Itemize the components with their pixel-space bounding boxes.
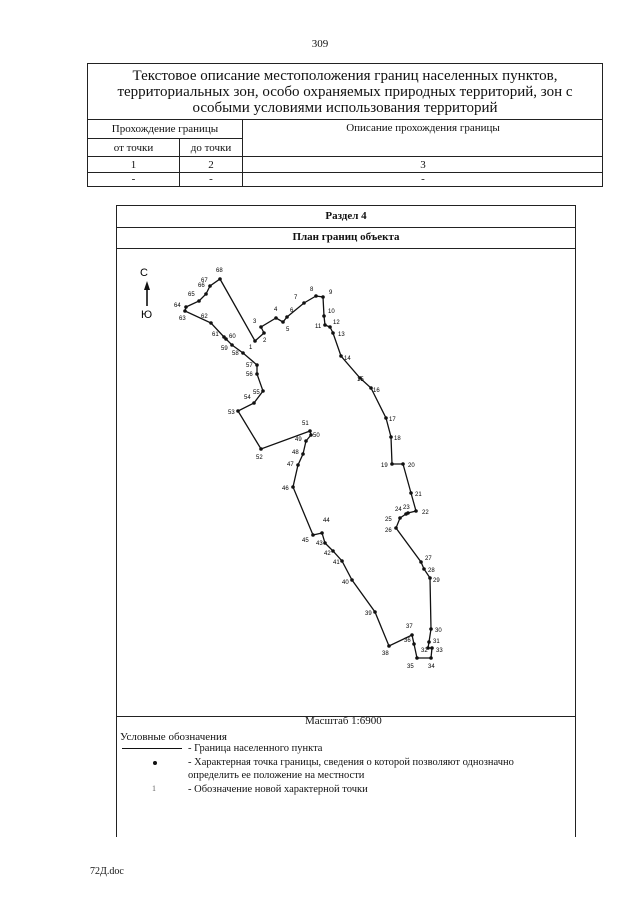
boundary-point-label: 24 [395,507,402,513]
boundary-point-label: 50 [313,433,320,439]
boundary-point [262,331,266,335]
boundary-point [419,560,423,564]
boundary-point-label: 1 [249,345,253,351]
boundary-point-label: 14 [344,356,351,362]
table-title-line: территориальных зон, особо охраняемых природных территорий, зон с [117,84,573,100]
boundary-point-label: 33 [436,648,443,654]
boundary-point [281,320,285,324]
boundary-point-label: 34 [428,664,435,670]
boundary-point [415,656,419,660]
boundary-point [429,627,433,631]
boundary-point [285,315,289,319]
boundary-point-label: 12 [333,320,340,326]
boundary-point-label: 4 [274,307,278,313]
boundary-point [373,610,377,614]
boundary-point-label: 65 [188,292,195,298]
boundary-point-label: 32 [421,648,428,654]
boundary-point-label: 40 [342,580,349,586]
boundary-point-label: 10 [328,309,335,315]
boundary-point-label: 6 [290,308,294,314]
table-title-line: Текстовое описание местоположения границ населенных пунктов, [132,68,558,84]
boundary-point-label: 15 [357,377,364,383]
boundary-point [321,295,325,299]
boundary-point-label: 2 [263,338,267,344]
boundary-point-label: 18 [394,436,401,442]
legend-title: Условные обозначения [120,731,227,743]
boundary-point-label: 36 [404,638,411,644]
boundary-point-label: 59 [221,346,228,352]
boundary-point-label: 61 [212,332,219,338]
boundary-point-label: 28 [428,568,435,574]
legend-item-boundary: - Граница населенного пункта [188,743,323,754]
boundary-point-label: 43 [316,541,323,547]
boundary-point [412,642,416,646]
legend-item-point: - Характерная точка границы, сведения о которой позволяют однозначно определить ее положение на местности [188,757,514,781]
boundary-point [208,284,212,288]
boundary-point [183,309,187,313]
boundary-point [301,452,305,456]
boundary-point [430,646,434,650]
boundary-point [302,301,306,305]
boundary-point-label: 52 [256,455,263,461]
boundary-point [259,325,263,329]
boundary-point [427,640,431,644]
boundary-point-label: 55 [253,390,260,396]
scale-label: Масштаб 1:6900 [305,715,382,727]
boundary-point [404,512,408,516]
boundary-point [304,439,308,443]
boundary-point [261,389,265,393]
boundary-point-label: 49 [295,437,302,443]
compass [140,267,152,321]
boundary-point-label: 30 [435,628,442,634]
boundary-point-label: 8 [310,287,314,293]
boundary-point-label: 23 [403,505,410,511]
boundary-point-label: 38 [382,651,389,657]
footer-filename: 72Д.doc [90,866,124,877]
boundary-point [308,429,312,433]
boundary-point-label: 21 [415,492,422,498]
boundary-point [328,325,332,329]
boundary-point [429,656,433,660]
boundary-point-label: 5 [286,327,290,333]
boundary-points [183,277,434,660]
boundary-point [414,509,418,513]
boundary-point-label: 66 [198,283,205,289]
legend-dot-symbol [153,761,157,765]
boundary-point [428,576,432,580]
boundary-point [410,633,414,637]
boundary-point [222,335,226,339]
boundary-point-label: 64 [174,303,181,309]
boundary-point [296,463,300,467]
table-cell: - [88,173,180,186]
boundary-point [422,567,426,571]
boundary-point [401,462,405,466]
boundary-point-label: 58 [232,351,239,357]
compass-arrow-head [144,281,150,290]
column-number: 3 [243,157,603,173]
boundary-point-label: 54 [244,395,251,401]
boundary-point [259,447,263,451]
boundary-point [291,485,295,489]
column-number: 2 [180,157,243,173]
boundary-point [252,401,256,405]
boundary-point-label: 57 [246,363,253,369]
boundary-point-label: 37 [406,624,413,630]
boundary-point-label: 56 [246,372,253,378]
boundary-point [340,559,344,563]
boundary-point [274,316,278,320]
header-from-point: от точки [88,139,180,157]
table-title-line: особыми условиями использования территорий [192,100,498,116]
boundary-point-label: 42 [324,551,331,557]
boundary-point-label: 9 [329,290,333,296]
boundary-point [339,354,343,358]
boundary-point-label: 20 [408,463,415,469]
boundary-point-label: 17 [389,417,396,423]
table-cell: - [421,173,425,185]
boundary-point-label: 48 [292,450,299,456]
boundary-point-label: 3 [253,319,257,325]
boundary-point-label: 29 [433,578,440,584]
boundary-point-label: 19 [381,463,388,469]
boundary-point-label: 53 [228,410,235,416]
legend-line-symbol [122,748,182,749]
boundary-point-label: 11 [315,324,322,330]
boundary-point-label: 44 [323,518,330,524]
boundary-point-label: 22 [422,510,429,516]
boundary-point [197,299,201,303]
boundary-point [394,526,398,530]
boundary-point-label: 45 [302,538,309,544]
boundary-point [314,294,318,298]
boundary-point-label: 39 [365,611,372,617]
page-number: 309 [311,38,329,50]
boundary-point-label: 13 [338,332,345,338]
boundary-point [241,351,245,355]
boundary-point [350,578,354,582]
boundary-point-label: 41 [333,560,340,566]
boundary-point [398,516,402,520]
boundary-point-labels [174,268,443,670]
boundary-point-label: 7 [294,295,298,301]
boundary-point-label: 25 [385,517,392,523]
boundary-point [323,323,327,327]
boundary-point [389,435,393,439]
boundary-point [209,321,213,325]
boundary-point-label: 31 [433,639,440,645]
boundary-point-label: 63 [179,316,186,322]
header-boundary-description: Описание прохождения границы [243,120,603,157]
boundary-point [390,462,394,466]
compass-north-label: С [140,267,148,279]
boundary-point [387,644,391,648]
boundary-point [320,531,324,535]
boundary-point-label: 16 [373,388,380,394]
boundary-point [255,372,259,376]
table-cell: - [180,173,243,186]
boundary-point [204,292,208,296]
boundary-point [236,409,240,413]
boundary-point-label: 68 [216,268,223,274]
boundary-point [230,343,234,347]
boundary-point [322,314,326,318]
boundary-point-label: 62 [201,314,208,320]
section-title: Раздел 4 [117,206,575,228]
boundary-point-label: 26 [385,528,392,534]
frame-border [116,717,117,837]
legend-item-new-point: - Обозначение новой характерной точки [188,784,368,795]
header-boundary-passage: Прохождение границы [88,120,243,139]
frame-border [575,717,576,837]
boundary-point-label: 60 [229,334,236,340]
boundary-point [218,277,222,281]
header-to-point: до точки [180,139,243,157]
boundary-point [323,541,327,545]
boundary-point [184,305,188,309]
boundary-point [311,533,315,537]
boundary-point-label: 47 [287,462,294,468]
boundary-point [331,549,335,553]
boundary-point-label: 67 [201,278,208,284]
settlement-boundary-line [185,279,432,658]
boundary-point-label: 51 [302,421,309,427]
boundary-point-label: 35 [407,664,414,670]
boundary-point-label: 46 [282,486,289,492]
compass-south-label: Ю [141,309,153,321]
plan-title: План границ объекта [117,227,575,249]
column-number: 1 [88,157,180,173]
legend-digit-symbol: 1 [152,784,156,793]
boundary-point [255,363,259,367]
boundary-point [331,331,335,335]
boundary-point [409,491,413,495]
boundary-point [384,416,388,420]
boundary-point-label: 27 [425,556,432,562]
boundary-point [253,339,257,343]
